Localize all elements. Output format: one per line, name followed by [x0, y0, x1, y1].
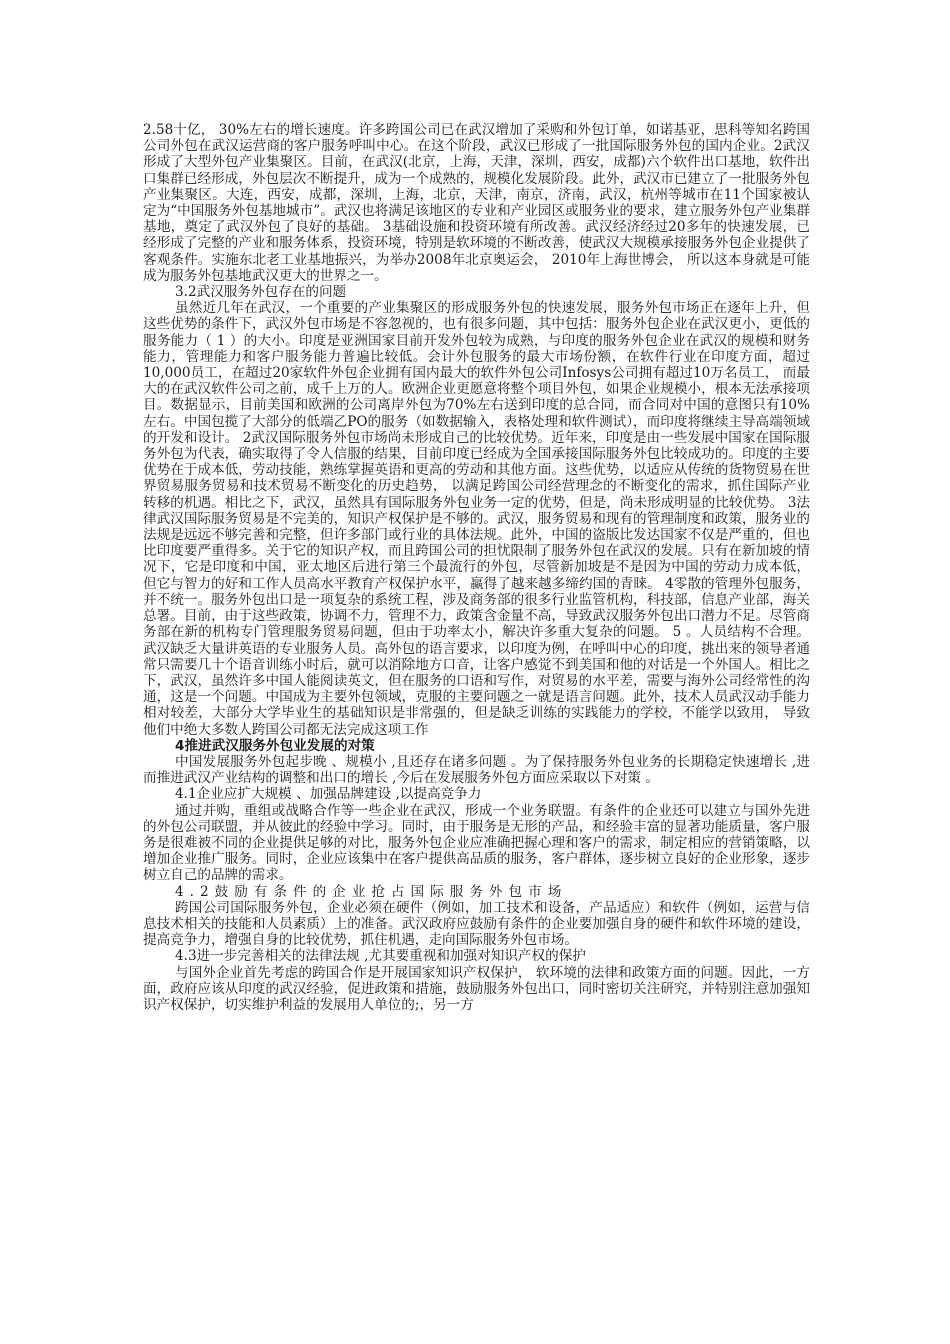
- section-4-2-paragraph: 跨国公司国际服务外包，企业必须在硬件（例如，加工技术和设备，产品适应）和软件（例如，运营与信息技术相关的技能和人员素质）上的准备。武汉政府应鼓励有条件的企业要加强自身的硬件和软件环境的建设，提高竞争力，增强自身的比较优势，抓住机遇，走向国际服务外包市场。: [143, 899, 810, 949]
- section-4-1-paragraph: 通过并购，重组或战略合作等一些企业在武汉，形成一个业务联盟。有条件的企业还可以建立与国外先进的外包公司联盟，并从彼此的经验中学习。同时，由于服务是无形的产品，和经验丰富的显著功能质量，客户服务是很难被不同的企业提供足够的对比，服务外包企业应准确把握心理和客户的需求，制定相应的营销策略，以增加企业推广服务。同时，企业应该集中在客户提供高品质的服务，客户群体，逐步树立良好的企业形象，逐步树立自己的品牌的需求。: [143, 802, 810, 884]
- intro-paragraph: 2.58十亿， 30%左右的增长速度。许多跨国公司已在武汉增加了采购和外包订单，如诺基亚，思科等知名跨国公司外包在武汉运营商的客户服务呼叫中心。在这个阶段，武汉已形成了一批国际服务外包的国内企业。2武汉形成了大型外包产业集聚区。目前，在武汉(北京，上海，天津，深圳，西安，成都)六个软件出口基地，软件出口集群已经形成，外包层次不断提升，成为一个成熟的，规模化发展阶段。此外，武汉市已建立了一批服务外包产业集聚区。大连，西安，成都，深圳，上海，北京，天津，南京，济南，武汉，杭州等城市在11个国家被认定为“中国服务外包基地城市”。武汉也将满足该地区的专业和产业园区或服务业的要求，建立服务外包产业集群基地，奠定了武汉外包了良好的基础。 3基础设施和投资环境有所改善。武汉经济经过20多年的快速发展，已经形成了完整的产业和服务体系，投资环境，特别是软环境的不断改善，使武汉大规模承接服务外包企业提供了客观条件。实施东北老工业基地振兴，为举办2008年北京奥运会， 2010年上海世博会， 所以这本身就是可能成为服务外包基地武汉更大的世界之一。: [143, 122, 810, 284]
- section-3-2-heading: 3.2武汉服务外包存在的问题: [175, 284, 347, 301]
- section-4-3-paragraph: 与国外企业首先考虑的跨国合作是开展国家知识产权保护， 软环境的法律和政策方面的问题。因此，一方面，政府应该从印度的武汉经验，促进政策和措施，鼓励服务外包出口，同时密切关注研究，并特别注意加强知识产权保护，切实维护利益的发展用人单位的;，另一方: [143, 964, 810, 1013]
- section-4-2-heading: 4.2鼓励有条件的企业抢占国际服务外包市场: [175, 883, 568, 900]
- document-page: [143, 122, 810, 1013]
- section-4-1-heading: 4.1企业应扩大规模 、加强品牌建设 ,以提高竞争力: [175, 786, 482, 803]
- section-4-paragraph: 中国发展服务外包起步晚 、规模小 ,且还存在诸多问题 。为了保持服务外包业务的长期稳定快速增长 ,进而推进武汉产业结构的调整和出口的增长 ,今后在发展服务外包方面应采取以下对策 。: [143, 753, 810, 787]
- section-3-2-paragraph: 虽然近几年在武汉，一个重要的产业集聚区的形成服务外包的快速发展，服务外包市场正在逐年上升，但这些优势的条件下，武汉外包市场是不容忽视的，也有很多问题，其中包括：服务外包企业在武汉更小，更低的服务能力（ 1 ）的大小。印度是亚洲国家目前开发外包较为成熟，与印度的服务外包企业在武汉的规模和财务能力，管理能力和客户服务能力普遍比较低。会计外包服务的最大市场份额，在软件行业在印度方面，超过10,000员工，在超过20家软件外包企业拥有国内最大的软件外包公司Infosys公司拥有超过10万名员工， 而最大的在武汉软件公司之前，成千上万的人。欧洲企业更愿意将整个项目外包，如果企业规模小，根本无法承接项目。数据显示，目前美国和欧洲的公司离岸外包为70%左右送到印度的总合同，而合同对中国的意图只有10%左右。中国包揽了大部分的低端乙PO的服务（如数据输入，表格处理和软件测试），而印度将继续主导高端领域的开发和设计。 2武汉国际服务外包市场尚未形成自己的比较优势。近年来，印度是由一些发展中国家在国际服务外包为代表，确实取得了令人信服的结果，目前印度已经成为全国承接国际服务外包比较成功的。印度的主要优势在于成本低，劳动技能，熟练掌握英语和更高的劳动和其他方面。这些优势，以适应从传统的货物贸易在世界贸易服务贸易和技术贸易不断变化的历史趋势， 以满足跨国公司经营理念的不断变化的需求，抓住国际产业转移的机遇。相比之下，武汉，虽然具有国际服务外包业务一定的优势，但是，尚未形成明显的比较优势。 3法律武汉国际服务贸易是不完美的，知识产权保护是不够的。武汉，服务贸易和现有的管理制度和政策，服务业的法规是远远不够完善和完整，但许多部门或行业的具体法规。此外，中国的盗版比发达国家不仅是严重的，但也比印度要严重得多。关于它的知识产权，而且跨国公司的担忧限制了服务外包在武汉的发展。只有在新加坡的情况下，它是印度和中国，亚太地区后进行第三个最流行的外包，尽管新加坡是不是因为中国的劳动力成本低， 但它与智力的好和工作人员高水平教育产权保护水平，赢得了越来越多缔约国的青睐。 4零散的管理外包服务，并不统一。服务外包出口是一项复杂的系统工程，涉及商务部的很多行业监管机构，科技部，信息产业部，海关总署。目前，由于这些政策，协调不力，管理不力，政策含金量不高，导致武汉服务外包出口潜力不足。尽管商务部在新的机构专门管理服务贸易问题，但由于功率太小，解决许多重大复杂的问题。 5 。人员结构不合理。武汉缺乏大量讲英语的专业服务人员。高外包的语言要求，以印度为例，在呼叫中心的印度，挑出来的领导者通常只需要几十个语音训练小时后，就可以消除地方口音，让客户感觉不到美国和他的对话是一个外国人。相比之下，武汉，虽然许多中国人能阅读英文，但在服务的口语和写作，对贸易的水平差，需要与海外公司经常性的沟通，这是一个问题。中国成为主要外包领域，克服的主要问题之一就是语言问题。此外，技术人员武汉动手能力相对较差，大部分大学毕业生的基础知识是非常强的，但是缺乏训练的实践能力的学校，不能学以致用， 导致他们中绝大多数人跨国公司都无法完成这项工作: [143, 300, 810, 738]
- section-4-heading: 4推进武汉服务外包业发展的对策: [175, 737, 375, 754]
- section-4-3-heading: 4.3进一步完善相关的法律法规 ,尤其要重视和加强对知识产权的保护: [175, 948, 586, 965]
